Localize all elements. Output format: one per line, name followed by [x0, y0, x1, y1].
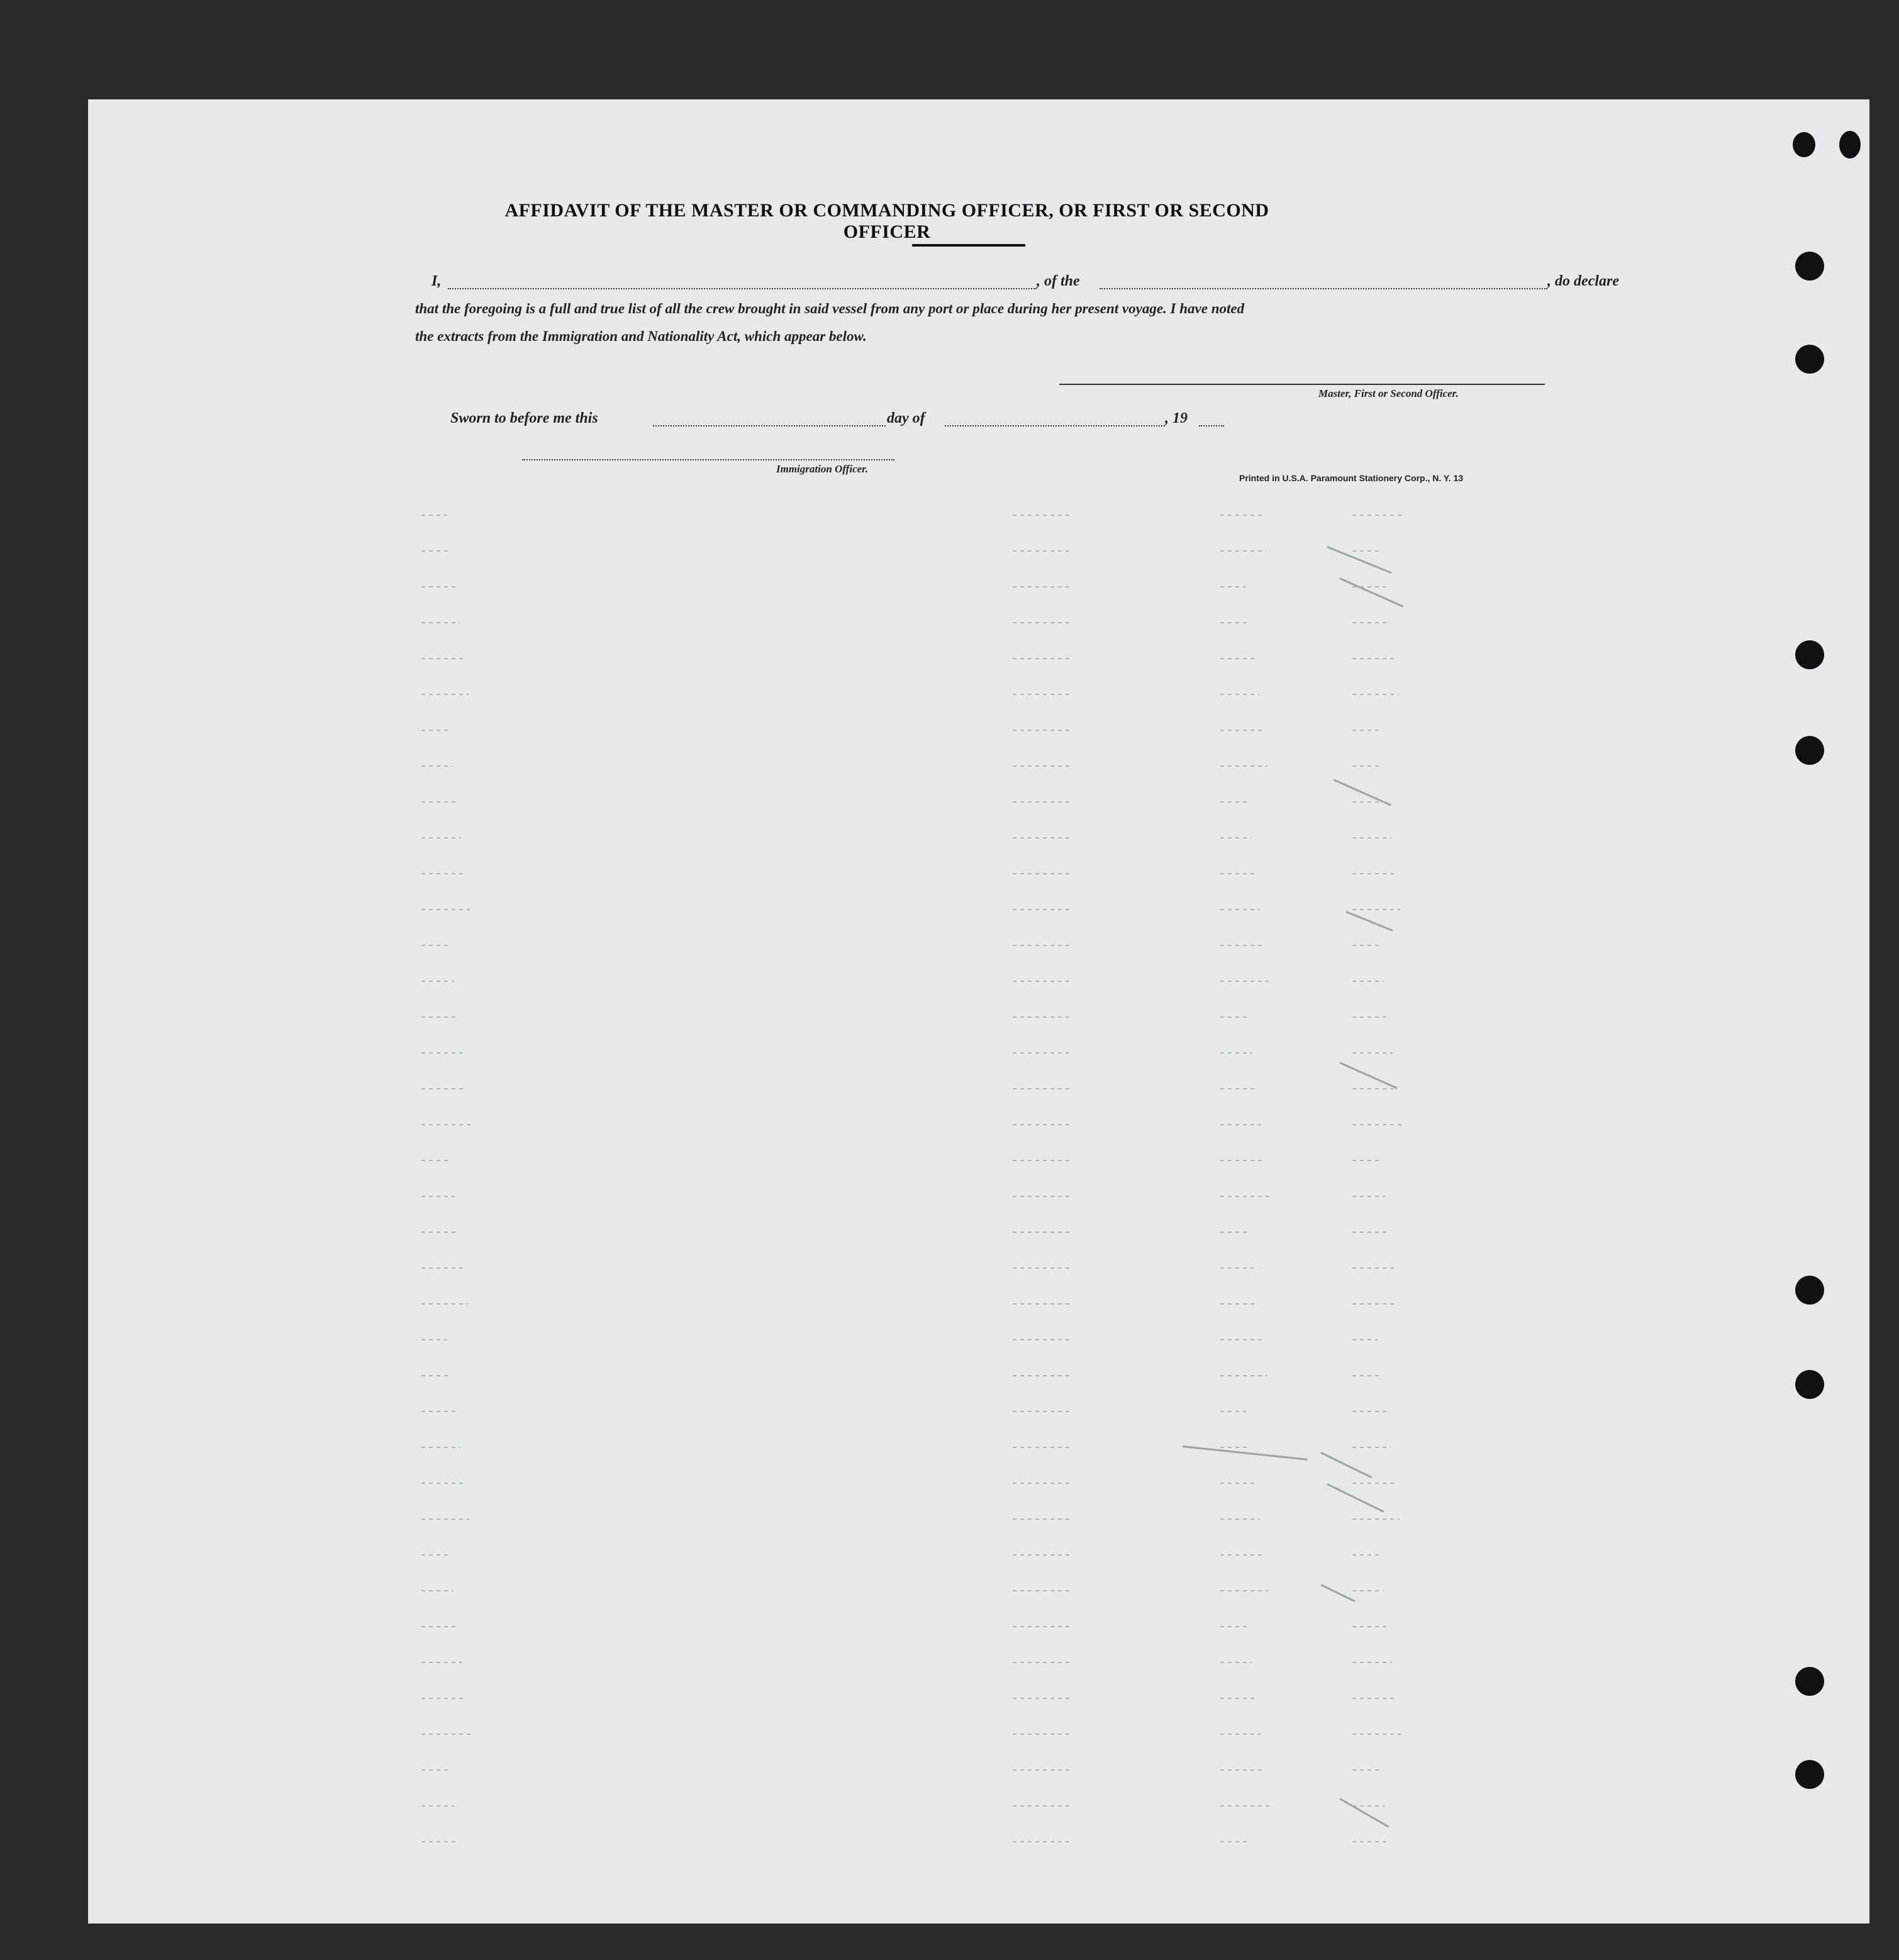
- bleed-dot: [1352, 622, 1390, 623]
- bleed-dot: [1013, 1734, 1073, 1735]
- bleed-dot: [1013, 981, 1073, 982]
- bleed-dot: [1352, 1124, 1401, 1125]
- bleed-dot: [421, 1267, 464, 1269]
- bleed-dot: [1352, 1518, 1400, 1520]
- punch-hole: [1795, 345, 1824, 374]
- bleed-dot: [1220, 1662, 1252, 1663]
- bleed-dot: [421, 1590, 453, 1591]
- bleed-dot: [421, 873, 465, 874]
- bleed-dot: [1220, 515, 1262, 516]
- bleed-dot: [1013, 945, 1073, 946]
- bleed-dot: [1220, 1303, 1258, 1305]
- bleed-dot: [1013, 873, 1073, 874]
- bleed-dot: [1352, 1626, 1388, 1627]
- bleed-dot: [421, 1160, 450, 1161]
- sworn-day-field[interactable]: [653, 425, 886, 426]
- bleed-mark: [1320, 1584, 1355, 1602]
- bleed-dot: [1220, 1518, 1259, 1520]
- declaration-line: that the foregoing is a full and true list of all the crew brought in said vessel from any port or place during her present voyage. I have noted: [415, 301, 1245, 316]
- bleed-dot: [1352, 1662, 1392, 1663]
- bleed-dot: [1013, 586, 1073, 587]
- immigration-officer-caption: Immigration Officer.: [776, 463, 869, 475]
- punch-hole: [1795, 1667, 1824, 1696]
- bleed-dot: [1352, 1339, 1378, 1340]
- bleed-dot: [1220, 981, 1269, 982]
- bleed-dot: [421, 550, 451, 552]
- bleed-dot: [421, 1805, 454, 1807]
- bleed-dot: [1352, 981, 1384, 982]
- declarant-name-field[interactable]: [448, 288, 1037, 289]
- bleed-dot: [1220, 1411, 1246, 1412]
- bleed-dot: [421, 1411, 456, 1412]
- bleed-dot: [1013, 1232, 1073, 1233]
- bleed-dot: [1352, 1841, 1389, 1842]
- punch-hole: [1793, 132, 1815, 157]
- bleed-dot: [1220, 1375, 1267, 1376]
- bleed-dot: [1352, 1303, 1398, 1305]
- bleed-dot: [1013, 1196, 1073, 1197]
- bleed-dot: [421, 1303, 468, 1305]
- bleed-dot: [1013, 730, 1073, 731]
- bleed-dot: [1220, 837, 1251, 838]
- bleed-dot: [421, 1626, 457, 1627]
- bleed-dot: [421, 1769, 450, 1771]
- bleed-dot: [1220, 801, 1247, 803]
- bleed-dot: [1013, 550, 1073, 552]
- sworn-label: Sworn to before me this: [450, 410, 598, 426]
- bleed-dot: [1352, 766, 1383, 767]
- bleed-dot: [1013, 1303, 1073, 1305]
- bleed-dot: [421, 945, 449, 946]
- bleed-dot: [1352, 1196, 1385, 1197]
- bleed-dot: [1013, 1518, 1073, 1520]
- bleed-dot: [1220, 1339, 1262, 1340]
- bleed-dot: [1352, 1734, 1401, 1735]
- bleed-dot: [421, 1841, 459, 1842]
- bleed-dot: [1352, 586, 1386, 587]
- bleed-dot: [1220, 766, 1267, 767]
- bleed-dot: [1220, 1267, 1254, 1269]
- bleed-dot: [1220, 1734, 1261, 1735]
- bleed-dot: [1220, 1805, 1269, 1807]
- bleed-dot: [1013, 1088, 1073, 1089]
- bleed-dot: [1013, 1339, 1073, 1340]
- bleed-mark: [1327, 1483, 1384, 1513]
- bleed-dot: [1220, 873, 1256, 874]
- punch-hole: [1795, 1760, 1824, 1789]
- bleed-dot: [1013, 1662, 1073, 1663]
- bleed-dot: [421, 1554, 448, 1556]
- bleed-dot: [1352, 1160, 1381, 1161]
- bleed-dot: [421, 694, 469, 695]
- bleed-dot: [421, 1339, 447, 1340]
- bleed-dot: [1013, 622, 1073, 623]
- bleed-dot: [1220, 1841, 1249, 1842]
- bleed-dot: [1352, 909, 1400, 910]
- punch-hole: [1795, 1370, 1824, 1399]
- bleed-dot: [1013, 1554, 1073, 1556]
- bleed-dot: [1220, 1698, 1256, 1699]
- bleed-dot: [1013, 1841, 1073, 1842]
- bleed-dot: [421, 1662, 462, 1663]
- bleed-dot: [1352, 1232, 1389, 1233]
- bleed-dot: [1352, 1016, 1388, 1018]
- bleed-dot: [1013, 1052, 1073, 1054]
- bleed-dot: [1220, 1626, 1247, 1627]
- bleed-dot: [1220, 1160, 1266, 1161]
- bleed-dot: [1013, 1375, 1073, 1376]
- bleed-dot: [1013, 1769, 1073, 1771]
- bleed-dot: [1013, 1447, 1073, 1448]
- bleed-dot: [421, 1483, 465, 1484]
- bleed-dot: [1220, 945, 1264, 946]
- bleed-dot: [1013, 801, 1073, 803]
- bleed-dot: [1013, 1267, 1073, 1269]
- bleed-dot: [1220, 1483, 1255, 1484]
- bleed-dot: [421, 1698, 466, 1699]
- day-of-label: day of: [887, 410, 925, 426]
- bleed-dot: [1352, 1590, 1383, 1591]
- bleed-dot: [1352, 1411, 1386, 1412]
- bleed-dot: [1013, 1160, 1073, 1161]
- punch-hole: [1795, 1276, 1824, 1305]
- bleed-dot: [421, 515, 447, 516]
- bleed-dot: [1352, 694, 1399, 695]
- bleed-dot: [1220, 1016, 1248, 1018]
- bleed-dot: [1220, 694, 1259, 695]
- bleed-dot: [1013, 1626, 1073, 1627]
- bleed-dot: [1220, 622, 1250, 623]
- sworn-year-field[interactable]: [1199, 425, 1224, 426]
- bleed-dot: [421, 622, 460, 623]
- bleed-dot: [1352, 515, 1402, 516]
- bleed-dot: [1220, 1124, 1261, 1125]
- bleed-dot: [421, 1734, 471, 1735]
- affidavit-title: AFFIDAVIT OF THE MASTER OR COMMANDING OFFICER, OR FIRST OR SECOND OFFICER: [504, 200, 1269, 242]
- bleed-dot: [1220, 1232, 1249, 1233]
- document-page: [88, 99, 1869, 1924]
- bleed-dot: [1352, 730, 1378, 731]
- bleed-dot: [1352, 1088, 1397, 1089]
- bleed-dot: [421, 909, 470, 910]
- bleed-dot: [1220, 1769, 1265, 1771]
- vessel-name-field[interactable]: [1100, 288, 1547, 289]
- bleed-dot: [421, 1124, 471, 1125]
- bleed-dot: [1352, 1805, 1384, 1807]
- signature-caption: Master, First or Second Officer.: [1318, 387, 1459, 399]
- bleed-dot: [1013, 909, 1073, 910]
- bleed-dot: [1013, 515, 1073, 516]
- bleed-dot: [421, 1088, 467, 1089]
- bleed-dot: [1013, 837, 1073, 838]
- bleed-dot: [1352, 801, 1387, 803]
- bleed-dot: [421, 730, 448, 731]
- bleed-dot: [1220, 586, 1245, 587]
- bleed-mark: [1339, 1798, 1389, 1828]
- bleed-dot: [1013, 1590, 1073, 1591]
- bleed-dot: [1352, 873, 1396, 874]
- year-label: , 19: [1165, 410, 1188, 426]
- printer-imprint: Printed in U.S.A. Paramount Stationery Corp., N. Y. 13: [1239, 473, 1464, 483]
- bleed-dot: [421, 1052, 462, 1054]
- punch-hole: [1795, 640, 1824, 669]
- bleed-dot: [1352, 1267, 1394, 1269]
- bleed-dot: [1220, 550, 1266, 552]
- bleed-dot: [421, 837, 461, 838]
- bleed-dot: [421, 981, 454, 982]
- bleed-dot: [1352, 550, 1381, 552]
- bleed-dot: [1220, 1590, 1268, 1591]
- title-rule: [912, 244, 1025, 247]
- bleed-dot: [1013, 694, 1073, 695]
- signature-line[interactable]: [1059, 384, 1545, 385]
- sworn-month-field[interactable]: [945, 425, 1165, 426]
- bleed-dot: [1013, 766, 1073, 767]
- bleed-dot: [421, 766, 452, 767]
- bleed-dot: [421, 1016, 458, 1018]
- bleed-dot: [1013, 1016, 1073, 1018]
- punch-hole: [1795, 252, 1824, 281]
- bleed-dot: [1220, 1554, 1264, 1556]
- punch-hole: [1839, 131, 1861, 159]
- bleed-dot: [1352, 1554, 1379, 1556]
- bleed-dot: [1352, 837, 1391, 838]
- punch-hole: [1795, 736, 1824, 765]
- bleed-dot: [421, 1375, 452, 1376]
- bleed-dot: [1013, 1411, 1073, 1412]
- bleed-dot: [1220, 1447, 1250, 1448]
- of-the-label: , of the: [1037, 273, 1080, 289]
- do-declare-label: , do declare: [1547, 273, 1619, 289]
- bleed-dot: [1352, 1447, 1391, 1448]
- bleed-dot: [421, 1196, 455, 1197]
- bleed-dot: [421, 658, 464, 659]
- bleed-dot: [1013, 1483, 1073, 1484]
- bleed-dot: [1013, 1698, 1073, 1699]
- bleed-dot: [1013, 658, 1073, 659]
- bleed-dot: [421, 1232, 459, 1233]
- bleed-dot: [1352, 1375, 1382, 1376]
- bleed-dot: [1220, 658, 1254, 659]
- bleed-dot: [421, 801, 457, 803]
- bleed-dot: [1220, 1088, 1257, 1089]
- bleed-dot: [421, 1447, 460, 1448]
- declarant-prefix: I,: [432, 273, 442, 289]
- bleed-dot: [1352, 1698, 1396, 1699]
- bleed-dot: [1352, 1052, 1393, 1054]
- immigration-officer-line[interactable]: [522, 459, 894, 460]
- bleed-dot: [1352, 945, 1379, 946]
- declaration-line: the extracts from the Immigration and Nationality Act, which appear below.: [415, 328, 867, 344]
- bleed-mark: [1339, 577, 1403, 607]
- bleed-mark: [1339, 1062, 1398, 1089]
- bleed-dot: [1352, 1483, 1395, 1484]
- bleed-mark: [1345, 911, 1393, 932]
- bleed-mark: [1320, 1452, 1372, 1478]
- bleed-dot: [1220, 1196, 1270, 1197]
- bleed-dot: [421, 1518, 469, 1520]
- bleed-dot: [421, 586, 455, 587]
- bleed-dot: [1220, 909, 1260, 910]
- bleed-dot: [1352, 658, 1395, 659]
- bleed-dot: [1352, 1769, 1380, 1771]
- bleed-dot: [1220, 1052, 1252, 1054]
- bleed-dot: [1220, 730, 1263, 731]
- bleed-dot: [1013, 1124, 1073, 1125]
- bleed-dot: [1013, 1805, 1073, 1807]
